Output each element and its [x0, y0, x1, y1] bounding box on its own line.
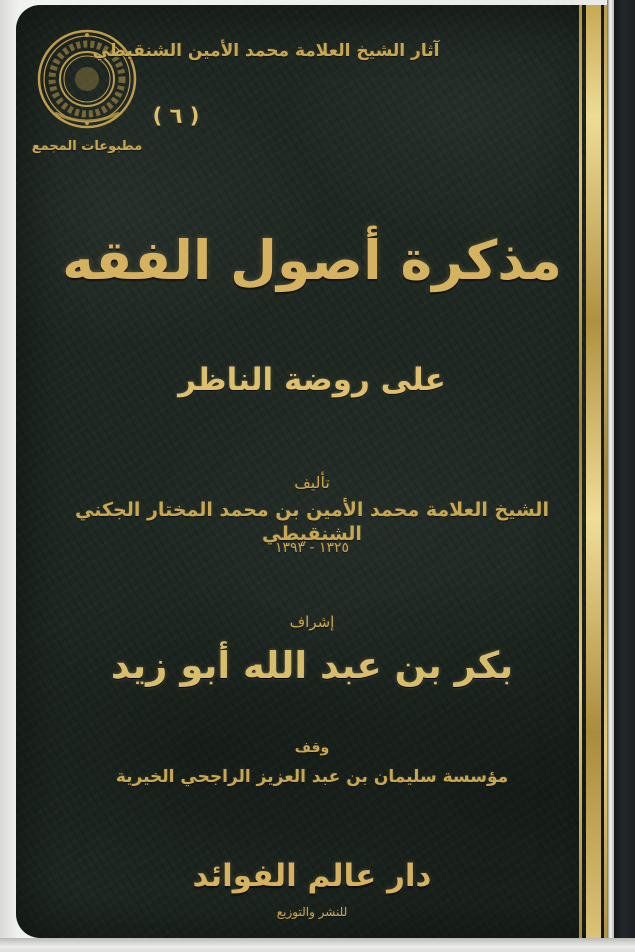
photo-bottom-margin: [0, 938, 635, 952]
volume-number: ( ٦ ): [152, 104, 200, 128]
publisher-tagline: للنشر والتوزيع: [276, 905, 348, 919]
seal-caption: مطبوعات المجمع: [31, 139, 143, 154]
spine-back-strip: [614, 0, 635, 940]
supervisor-name: بكر بن عبد الله أبو زيد: [110, 644, 514, 687]
book-subtitle: على روضة الناظر: [178, 362, 446, 398]
author-name: الشيخ العلامة محمد الأمين بن محمد المختار الجكني الشنقيطي: [75, 499, 549, 545]
publisher-logo-text: دار عالم الفوائد: [192, 858, 432, 894]
author-dates: ١٣٢٥ - ١٣٩٣: [274, 540, 350, 556]
page-edge-highlight: [607, 0, 614, 940]
author-heading: تأليف: [294, 473, 330, 492]
waqf-foundation-name: مؤسسة سليمان بن عبد العزيز الراجحي الخيرية: [115, 767, 509, 787]
series-title: آثار الشيخ العلامة محمد الأمين الشنقيطي: [92, 41, 440, 61]
supervision-heading: إشراف: [289, 613, 335, 631]
book-title: مذكرة أصول الفقه: [62, 229, 562, 292]
spine-gold-stripe-wide: [586, 5, 601, 938]
spine-gold-stripe-thin-inner: [579, 5, 582, 938]
waqf-heading: وقف: [294, 740, 330, 756]
front-cover: [16, 5, 608, 938]
